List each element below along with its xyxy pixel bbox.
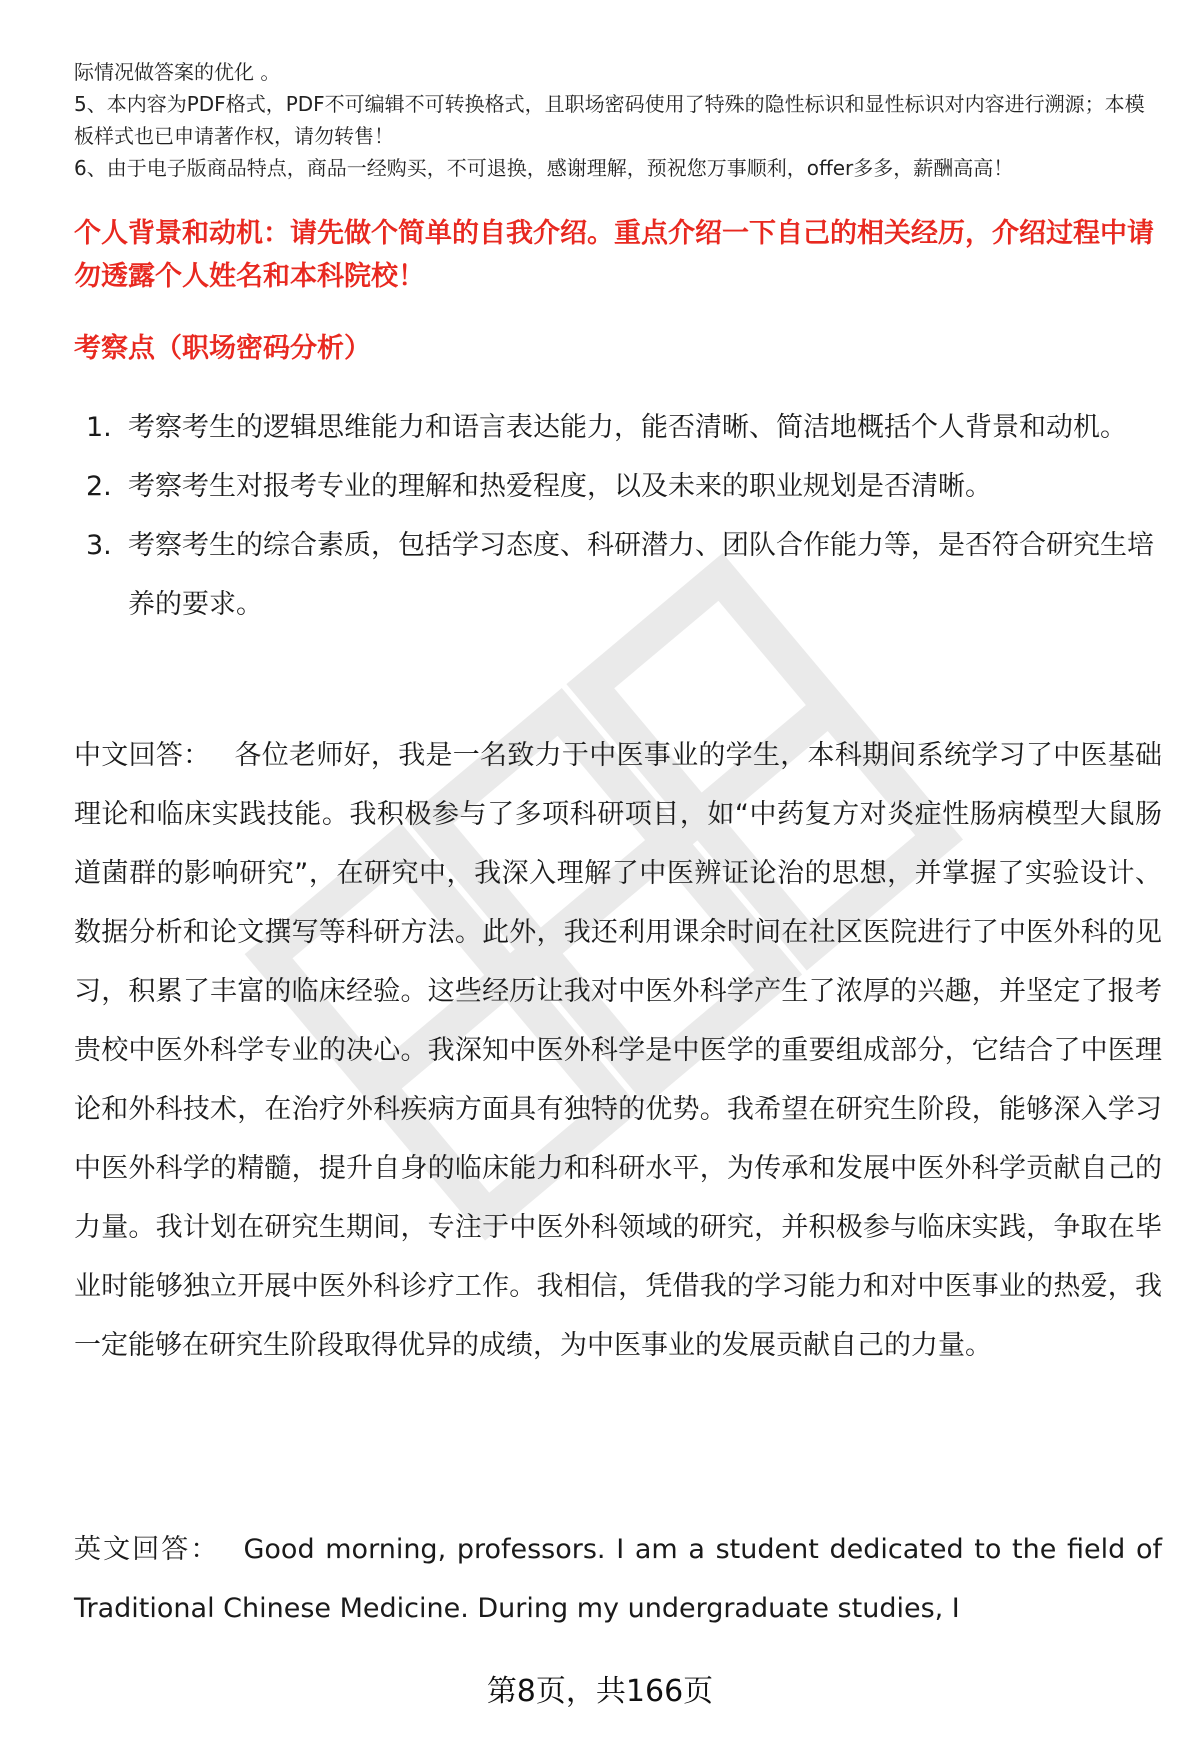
english-answer-label: 英文回答：	[74, 1534, 220, 1565]
list-item	[74, 398, 1154, 457]
focus-title: 考察点（职场密码分析）	[74, 333, 371, 364]
list-item-number: 3.	[86, 530, 112, 561]
note-line: 6、由于电子版商品特点，商品一经购买，不可退换，感谢理解，预祝您万事顺利，offer多多，薪酬高高！	[74, 156, 1014, 180]
note-line: 际情况做答案的优化 。	[74, 60, 281, 84]
list-item-number: 1.	[86, 412, 112, 443]
page-number: 第8页，共166页	[486, 1674, 714, 1709]
english-answer-text: Good morning, professors. I am a student dedicated to the field of Traditional Chinese Medicine. During my undergraduate studies, I	[74, 1534, 1162, 1624]
notes-block	[74, 56, 1154, 184]
list-item-number: 2.	[86, 471, 112, 502]
chinese-answer-label: 中文回答：	[74, 740, 211, 771]
chinese-answer	[74, 726, 1162, 1375]
list-item-text: 考察考生的综合素质，包括学习态度、科研潜力、团队合作能力等，是否符合研究生培养的要求。	[128, 530, 1154, 620]
list-item-text: 考察考生对报考专业的理解和热爱程度，以及未来的职业规划是否清晰。	[128, 471, 992, 502]
note-line: 5、本内容为PDF格式，PDF不可编辑不可转换格式，且职场密码使用了特殊的隐性标识和显性标识对内容进行溯源；本模板样式也已申请著作权，请勿转售！	[74, 92, 1145, 148]
chinese-answer-text: 各位老师好，我是一名致力于中医事业的学生，本科期间系统学习了中医基础理论和临床实践技能。我积极参与了多项科研项目，如“中药复方对炎症性肠病模型大鼠肠道菌群的影响研究”，在研究中，我深入理解了中医辨证论治的思想，并掌握了实验设计、数据分析和论文撰写等科研方法。此外，我还利用课余时间在社区医院进行了中医外科的见习，积累了丰富的临床经验。这些经历让我对中医外科学产生了浓厚的兴趣，并坚定了报考贵校中医外科学专业的决心。我深知中医外科学是中医学的重要组成部分，它结合了中医理论和外科技术，在治疗外科疾病方面具有独特的优势。我希望在研究生阶段，能够深入学习中医外科学的精髓，提升自身的临床能力和科研水平，为传承和发展中医外科学贡献自己的力量。我计划在研究生期间，专注于中医外科领域的研究，并积极参与临床实践，争取在毕业时能够独立开展中医外科诊疗工作。我相信，凭借我的学习能力和对中医事业的热爱，我一定能够在研究生阶段取得优异的成绩，为中医事业的发展贡献自己的力量。	[74, 740, 1163, 1361]
list-item	[74, 516, 1154, 634]
list-item-text: 考察考生的逻辑思维能力和语言表达能力，能否清晰、简洁地概括个人背景和动机。	[128, 412, 1127, 443]
section-title: 个人背景和动机：请先做个简单的自我介绍。重点介绍一下自己的相关经历，介绍过程中请勿透露个人姓名和本科院校！	[74, 218, 1154, 292]
english-answer	[74, 1520, 1162, 1638]
list-item	[74, 457, 1154, 516]
assessment-points-list	[74, 398, 1154, 634]
